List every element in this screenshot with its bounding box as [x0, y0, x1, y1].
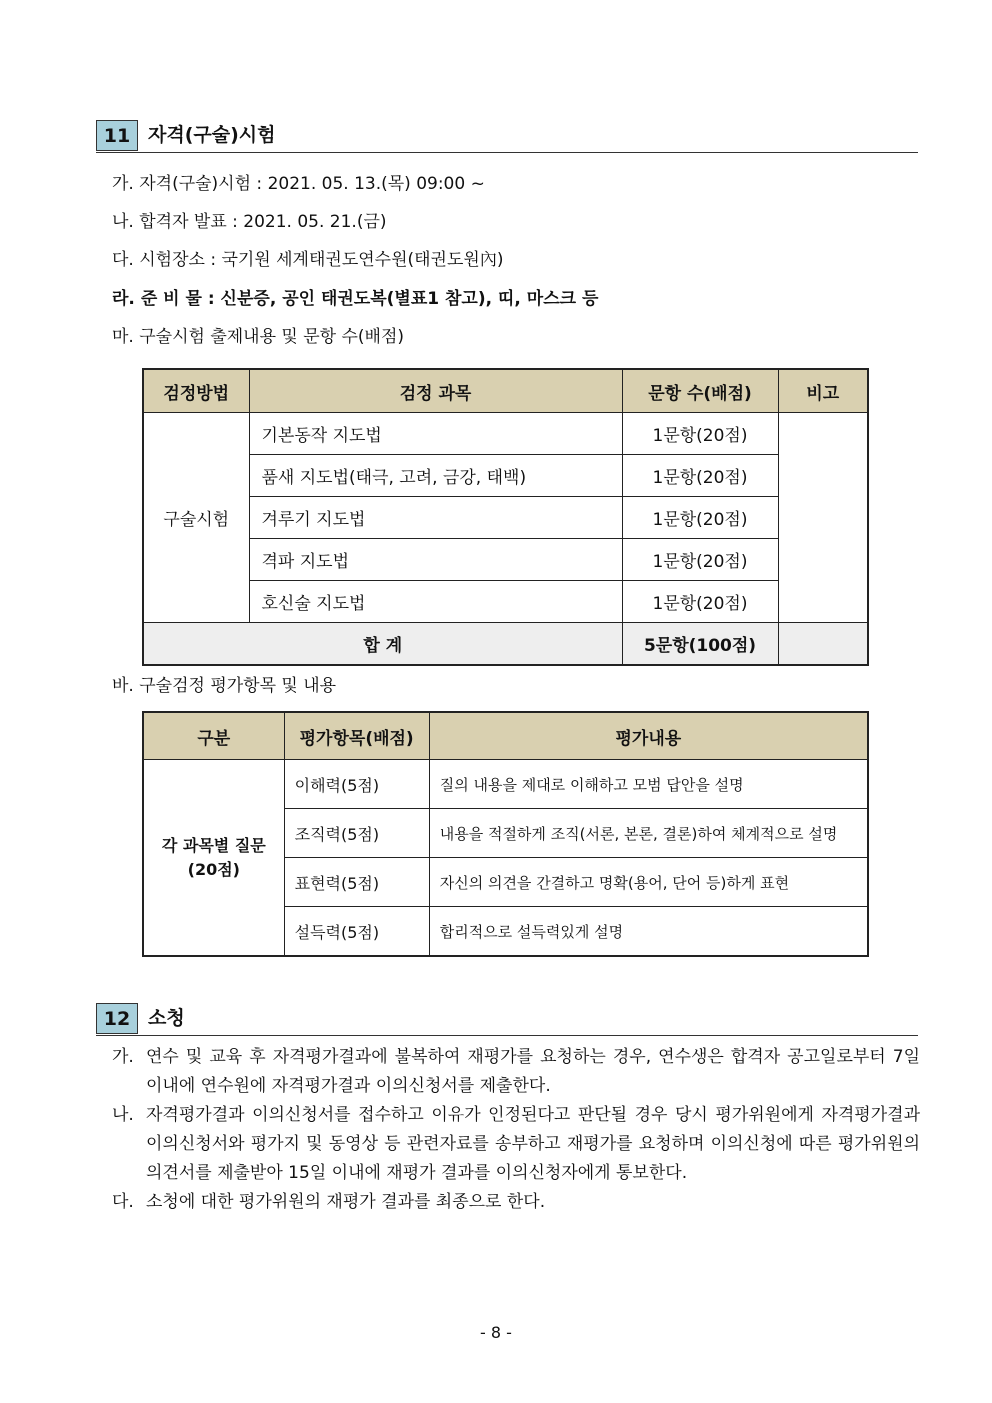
item-marker: 마. [112, 327, 134, 347]
item-marker: 라. [112, 289, 135, 309]
content-cell: 내용을 적절하게 조직(서론, 본론, 결론)하여 체계적으로 설명 [429, 809, 868, 858]
paragraph [112, 1043, 920, 1101]
paragraph-text: 소청에 대한 평가위원의 재평가 결과를 최종으로 한다. [146, 1192, 546, 1212]
table-header-row [143, 712, 868, 760]
table-row [143, 497, 868, 539]
item-text: 자격(구술)시험 : 2021. 05. 13.(목) 09:00 ~ [139, 174, 485, 194]
table-row [143, 413, 868, 455]
table-row [143, 760, 868, 809]
item-text: 합격자 발표 : 2021. 05. 21.(금) [139, 212, 387, 232]
criterion-cell: 설득력(5점) [284, 907, 429, 957]
paragraph-list [112, 1043, 920, 1217]
list-item [112, 210, 387, 234]
total-row [143, 623, 868, 666]
table-header: 평가항목(배점) [284, 712, 429, 760]
paragraph [112, 1188, 920, 1217]
table-row [143, 539, 868, 581]
content-cell: 합리적으로 설득력있게 설명 [429, 907, 868, 957]
list-item [112, 172, 485, 196]
item-marker: 바. [112, 676, 134, 696]
subject-cell: 호신술 지도법 [249, 581, 622, 623]
count-cell: 1문항(20점) [622, 497, 778, 539]
table-header-row [143, 369, 868, 413]
exam-subject-table [142, 368, 869, 666]
item-text: 구술시험 출제내용 및 문항 수(배점) [139, 327, 405, 347]
count-cell: 1문항(20점) [622, 539, 778, 581]
table-header: 평가내용 [429, 712, 868, 760]
item-marker: 다. [112, 250, 134, 270]
table-header: 검정방법 [143, 369, 249, 413]
section-title: 자격(구술)시험 [148, 124, 276, 146]
total-label: 합 계 [143, 623, 622, 666]
count-cell: 1문항(20점) [622, 581, 778, 623]
criterion-cell: 표현력(5점) [284, 858, 429, 907]
list-item [112, 287, 598, 311]
criterion-cell: 조직력(5점) [284, 809, 429, 858]
group-line: 각 과목별 질문 [161, 835, 266, 855]
method-cell: 구술시험 [143, 413, 249, 623]
item-text: 시험장소 : 국기원 세계태권도연수원(태권도원內) [139, 250, 504, 270]
table-header: 검정 과목 [249, 369, 622, 413]
remark-cell [778, 413, 868, 623]
criterion-cell: 이해력(5점) [284, 760, 429, 809]
total-count: 5문항(100점) [622, 623, 778, 666]
paragraph-marker: 가. [112, 1047, 134, 1067]
subject-cell: 품새 지도법(태극, 고려, 금강, 태백) [249, 455, 622, 497]
subject-cell: 겨루기 지도법 [249, 497, 622, 539]
section-11-header [96, 120, 918, 153]
item-text: 준 비 물 : 신분증, 공인 태권도복(별표1 참고), 띠, 마스크 등 [140, 289, 599, 309]
count-cell: 1문항(20점) [622, 455, 778, 497]
section-number: 11 [96, 120, 138, 151]
group-cell [143, 760, 284, 957]
list-item [112, 248, 503, 272]
evaluation-table [142, 711, 869, 957]
content-cell: 질의 내용을 제대로 이해하고 모범 답안을 설명 [429, 760, 868, 809]
paragraph-text: 자격평가결과 이의신청서를 접수하고 이유가 인정된다고 판단될 경우 당시 평가위원에게 자격평가결과 이의신청서와 평가지 및 동영상 등 관련자료를 송부하고 재평가를 요청하며 이의신청에 따른 평가위원의 의견서를 제출받아 15일 이내에 재평가 결과를 이의신청자에게 통보한다. [146, 1105, 920, 1183]
item-text: 구술검정 평가항목 및 내용 [139, 676, 337, 696]
paragraph-marker: 나. [112, 1105, 134, 1125]
paragraph-marker: 다. [112, 1192, 134, 1212]
table-row [143, 581, 868, 623]
table-header: 비고 [778, 369, 868, 413]
item-marker: 나. [112, 212, 134, 232]
page-number: - 8 - [480, 1323, 512, 1342]
paragraph [112, 1101, 920, 1188]
total-remark [778, 623, 868, 666]
group-points: (20점) [187, 859, 240, 879]
paragraph-text: 연수 및 교육 후 자격평가결과에 불복하여 재평가를 요청하는 경우, 연수생은 합격자 공고일로부터 7일 이내에 연수원에 자격평가결과 이의신청서를 제출한다. [146, 1047, 920, 1096]
section-title: 소청 [148, 1007, 185, 1029]
table-header: 문항 수(배점) [622, 369, 778, 413]
list-item [112, 674, 336, 698]
section-12-header [96, 1003, 918, 1036]
list-item [112, 325, 404, 349]
count-cell: 1문항(20점) [622, 413, 778, 455]
table-header: 구분 [143, 712, 284, 760]
table-row [143, 455, 868, 497]
section-number: 12 [96, 1003, 138, 1034]
item-marker: 가. [112, 174, 134, 194]
subject-cell: 격파 지도법 [249, 539, 622, 581]
content-cell: 자신의 의견을 간결하고 명확(용어, 단어 등)하게 표현 [429, 858, 868, 907]
subject-cell: 기본동작 지도법 [249, 413, 622, 455]
